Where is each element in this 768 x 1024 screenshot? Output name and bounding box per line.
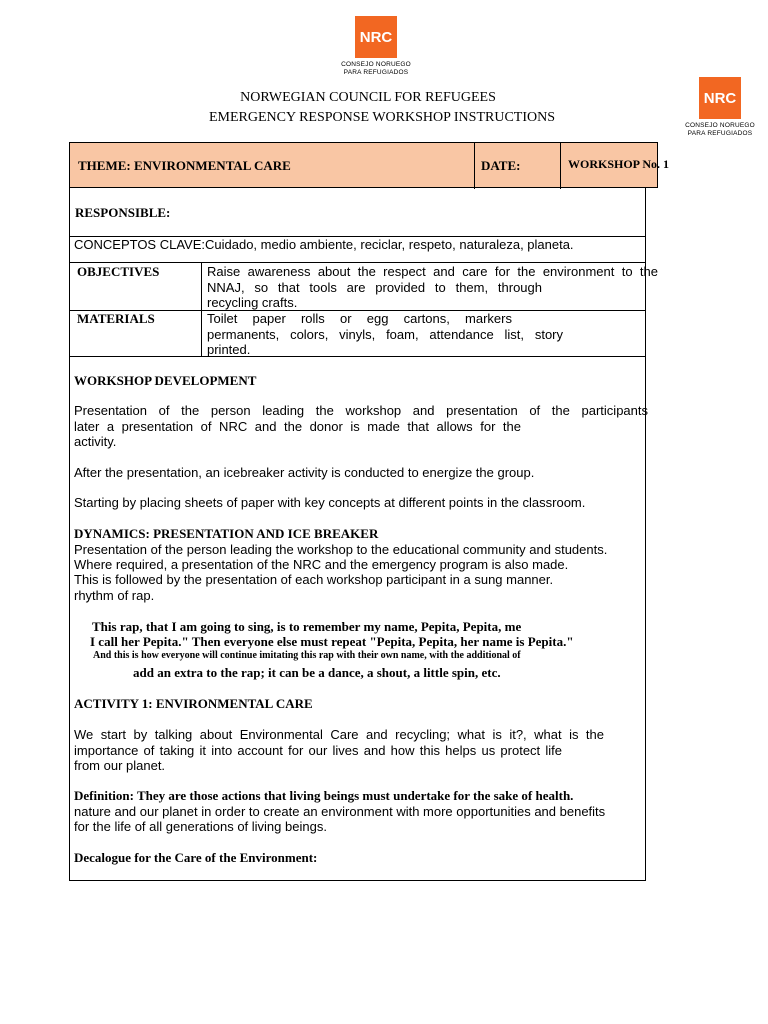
activity-line: from our planet. (74, 758, 166, 773)
rap-line-3: And this is how everyone will continue imitating this rap with their own name, with the additional of (93, 650, 521, 661)
development-line: activity. (74, 434, 117, 449)
dynamics-heading: DYNAMICS: PRESENTATION AND ICE BREAKER (74, 526, 379, 541)
objectives-label: OBJECTIVES (77, 264, 160, 279)
development-paragraph-3: Starting by placing sheets of paper with key concepts at different points in the classroom. (74, 495, 586, 510)
nrc-logo-subtitle (336, 61, 416, 76)
responsible-label: RESPONSIBLE: (75, 205, 171, 220)
materials-line: permanents, colors, vinyls, foam, attendance list, story (207, 326, 563, 342)
workshop-cell (561, 143, 670, 189)
header-row (69, 142, 670, 188)
theme-cell (70, 143, 475, 189)
column-divider (201, 262, 202, 356)
activity-heading: ACTIVITY 1: ENVIRONMENTAL CARE (74, 696, 313, 711)
objectives-line: Raise awareness about the respect and care for the environment to the (207, 264, 658, 279)
title-document: EMERGENCY RESPONSE WORKSHOP INSTRUCTIONS (208, 110, 556, 125)
dynamics-line: Where required, a presentation of the NRC and the emergency program is also made. (74, 557, 569, 572)
development-paragraph-2: After the presentation, an icebreaker activity is conducted to energize the group. (74, 465, 535, 480)
materials-label: MATERIALS (77, 311, 155, 326)
nrc-logo-mark: NRC (355, 16, 397, 58)
rap-line-1: This rap, that I am going to sing, is to remember my name, Pepita, Pepita, me (92, 619, 522, 634)
objectives-line: recycling crafts. (207, 295, 298, 310)
materials-line: printed. (207, 342, 251, 357)
nrc-logo-mark-secondary: NRC (699, 77, 741, 119)
rap-line-4: add an extra to the rap; it can be a dance, a shout, a little spin, etc. (133, 665, 501, 680)
key-concepts: CONCEPTOS CLAVE:Cuidado, medio ambiente, reciclar, respeto, naturaleza, planeta. (74, 237, 574, 252)
development-line: later a presentation of NRC and the donor is made that allows for the (74, 418, 521, 434)
activity-paragraph (74, 727, 604, 774)
date-label: DATE: (481, 158, 521, 173)
materials-line: Toilet paper rolls or egg cartons, markers (207, 311, 512, 326)
title-organization: NORWEGIAN COUNCIL FOR REFUGEES (240, 90, 496, 105)
activity-line: importance of taking it into account for our lives and how this helps us protect life (74, 742, 562, 758)
dynamics-line: This is followed by the presentation of each workshop participant in a sung manner. (74, 572, 554, 587)
nrc-logo (336, 16, 416, 76)
logo-subtitle-line1: CONSEJO NORUEGO (341, 61, 411, 68)
logo-subtitle-line2: PARA REFUGIADOS (343, 68, 409, 76)
materials-text (207, 311, 563, 358)
definition-line: nature and our planet in order to create an environment with more opportunities and benefits (74, 804, 606, 819)
nrc-logo-secondary (678, 77, 762, 137)
divider (69, 262, 646, 263)
logo-subtitle-line2-secondary: PARA REFUGIADOS (687, 129, 753, 137)
rap-line-2: I call her Pepita." Then everyone else must repeat "Pepita, Pepita, her name is Pepita." (90, 634, 574, 649)
objectives-text (207, 264, 658, 311)
definition-heading: Definition: They are those actions that living beings must undertake for the sake of health. (74, 788, 574, 803)
development-paragraph-1 (74, 403, 648, 450)
activity-line: We start by talking about Environmental Care and recycling; what is it?, what is the (74, 727, 604, 742)
development-line: Presentation of the person leading the workshop and presentation of the participants (74, 403, 648, 418)
objectives-line: NNAJ, so that tools are provided to them, through (207, 279, 542, 295)
workshop-number: WORKSHOP No. 1 (568, 157, 670, 171)
dynamics-line: rhythm of rap. (74, 588, 155, 603)
theme-label: THEME: ENVIRONMENTAL CARE (78, 158, 291, 173)
definition-line: for the life of all generations of living beings. (74, 819, 327, 834)
logo-subtitle-line1-secondary: CONSEJO NORUEGO (685, 122, 755, 129)
development-heading: WORKSHOP DEVELOPMENT (74, 373, 257, 388)
decalogue-heading: Decalogue for the Care of the Environment: (74, 850, 318, 865)
dynamics-line: Presentation of the person leading the workshop to the educational community and students. (74, 542, 608, 557)
date-cell (475, 143, 561, 189)
